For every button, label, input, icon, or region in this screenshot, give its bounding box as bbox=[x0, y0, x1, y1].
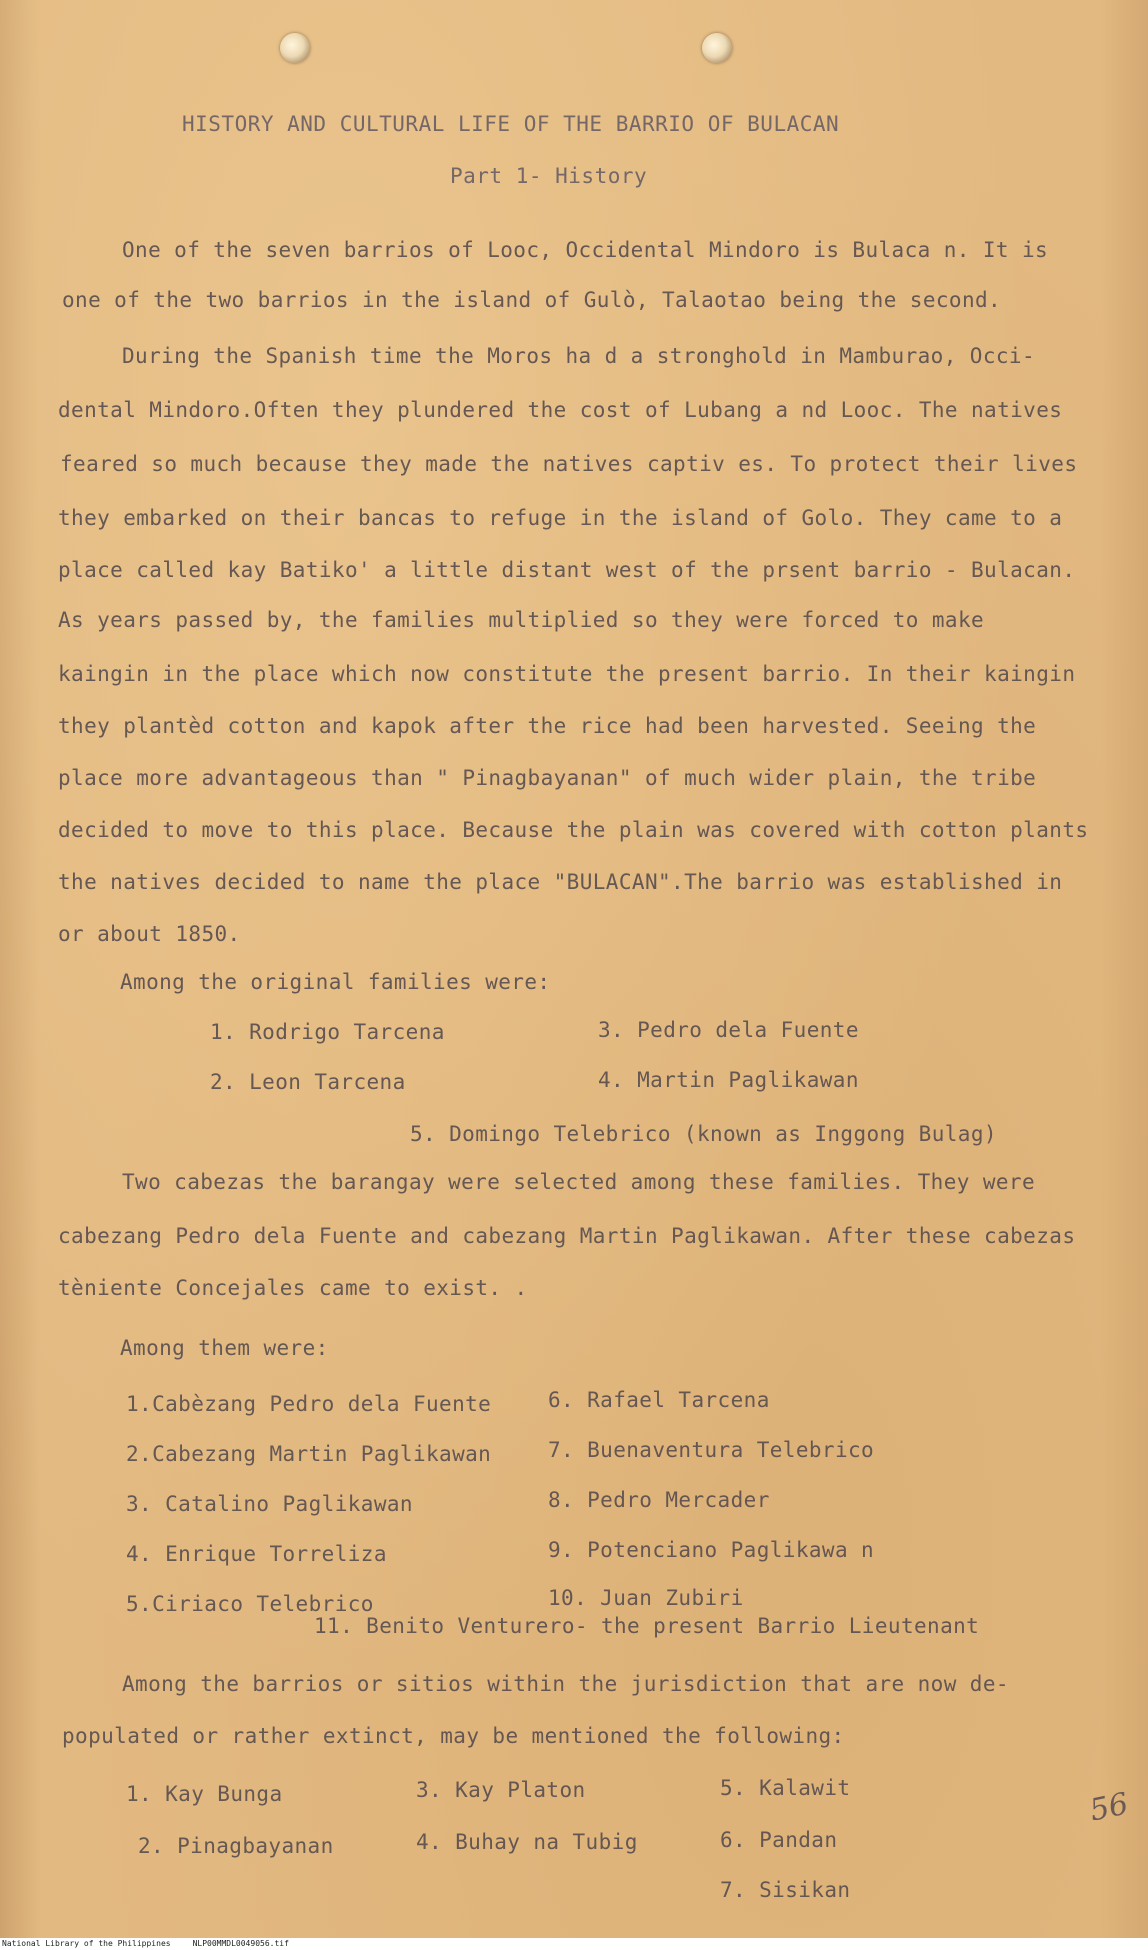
teniente-item: 3. Catalino Paglikawan bbox=[126, 1492, 413, 1516]
teniente-item: 5.Ciriaco Telebrico bbox=[126, 1592, 374, 1616]
page-number: 56 bbox=[1086, 1786, 1132, 1829]
sitio-item: 5. Kalawit bbox=[720, 1776, 851, 1800]
paragraph-line: place more advantageous than " Pinagbayanan" of much wider plain, the tribe bbox=[58, 766, 1037, 790]
teniente-item: 4. Enrique Torreliza bbox=[126, 1542, 387, 1566]
paragraph-line: One of the seven barrios of Looc, Occidental Mindoro is Bulaca n. It is bbox=[122, 238, 1049, 262]
family-item: 3. Pedro dela Fuente bbox=[598, 1018, 859, 1042]
family-item: 2. Leon Tarcena bbox=[210, 1070, 406, 1094]
paragraph-line: feared so much because they made the natives captiv es. To protect their lives bbox=[60, 452, 1078, 476]
teniente-item: 1.Cabèzang Pedro dela Fuente bbox=[126, 1392, 492, 1416]
sitio-item: 6. Pandan bbox=[720, 1828, 838, 1852]
paragraph-line: the natives decided to name the place "BULACAN".The barrio was established in bbox=[58, 870, 1063, 894]
sitio-item: 1. Kay Bunga bbox=[126, 1782, 283, 1806]
paragraph-line: they embarked on their bancas to refuge in the island of Golo. They came to a bbox=[58, 506, 1063, 530]
teniente-item: 6. Rafael Tarcena bbox=[548, 1388, 770, 1412]
paragraph-line: one of the two barrios in the island of Gulò, Talaotao being the second. bbox=[62, 288, 1002, 312]
sitio-item: 3. Kay Platon bbox=[416, 1778, 586, 1802]
sitio-item: 4. Buhay na Tubig bbox=[416, 1830, 638, 1854]
document-subtitle: Part 1- History bbox=[450, 164, 648, 188]
sitio-item: 7. Sisikan bbox=[720, 1878, 851, 1902]
family-item: 1. Rodrigo Tarcena bbox=[210, 1020, 445, 1044]
teniente-item: 11. Benito Venturero- the present Barrio Lieutenant bbox=[314, 1614, 980, 1638]
paragraph-line: Among the barrios or sitios within the jurisdiction that are now de- bbox=[122, 1672, 1009, 1696]
teniente-item: 9. Potenciano Paglikawa n bbox=[548, 1538, 875, 1562]
paragraph-line: place called kay Batiko' a little distant west of the prsent barrio - Bulacan. bbox=[58, 558, 1076, 582]
paragraph-line: kaingin in the place which now constitute the present barrio. In their kaingin bbox=[58, 662, 1076, 686]
footer-filename: NLP00MMDL0049056.tif bbox=[192, 1939, 289, 1948]
paragraph-line: cabezang Pedro dela Fuente and cabezang Martin Paglikawan. After these cabezas bbox=[58, 1224, 1076, 1248]
scan-footer bbox=[0, 1938, 1148, 1950]
paragraph-line: populated or rather extinct, may be mentioned the following: bbox=[62, 1724, 845, 1748]
footer-library: National Library of the Philippines bbox=[2, 1939, 171, 1948]
paragraph-line: As years passed by, the families multiplied so they were forced to make bbox=[58, 608, 985, 632]
tenientes-intro: Among them were: bbox=[120, 1336, 329, 1360]
paragraph-line: Two cabezas the barangay were selected among these families. They were bbox=[122, 1170, 1036, 1194]
paragraph-line: During the Spanish time the Moros ha d a stronghold in Mamburao, Occi- bbox=[122, 344, 1036, 368]
punch-hole-left bbox=[280, 33, 310, 63]
teniente-item: 10. Juan Zubiri bbox=[548, 1586, 744, 1610]
paragraph-line: tèniente Concejales came to exist. . bbox=[58, 1276, 528, 1300]
families-intro: Among the original families were: bbox=[120, 970, 551, 994]
paragraph-line: dental Mindoro.Often they plundered the cost of Lubang a nd Looc. The natives bbox=[58, 398, 1063, 422]
sitio-item: 2. Pinagbayanan bbox=[138, 1834, 334, 1858]
teniente-item: 8. Pedro Mercader bbox=[548, 1488, 770, 1512]
document-title: HISTORY AND CULTURAL LIFE OF THE BARRIO OF BULACAN bbox=[182, 112, 840, 136]
paragraph-line: they plantèd cotton and kapok after the rice had been harvested. Seeing the bbox=[58, 714, 1037, 738]
family-item: 4. Martin Paglikawan bbox=[598, 1068, 859, 1092]
family-item: 5. Domingo Telebrico (known as Inggong Bulag) bbox=[410, 1122, 997, 1146]
punch-hole-right bbox=[702, 33, 732, 63]
teniente-item: 2.Cabezang Martin Paglikawan bbox=[126, 1442, 492, 1466]
teniente-item: 7. Buenaventura Telebrico bbox=[548, 1438, 875, 1462]
paragraph-line: or about 1850. bbox=[58, 922, 241, 946]
paragraph-line: decided to move to this place. Because the plain was covered with cotton plants bbox=[58, 818, 1089, 842]
